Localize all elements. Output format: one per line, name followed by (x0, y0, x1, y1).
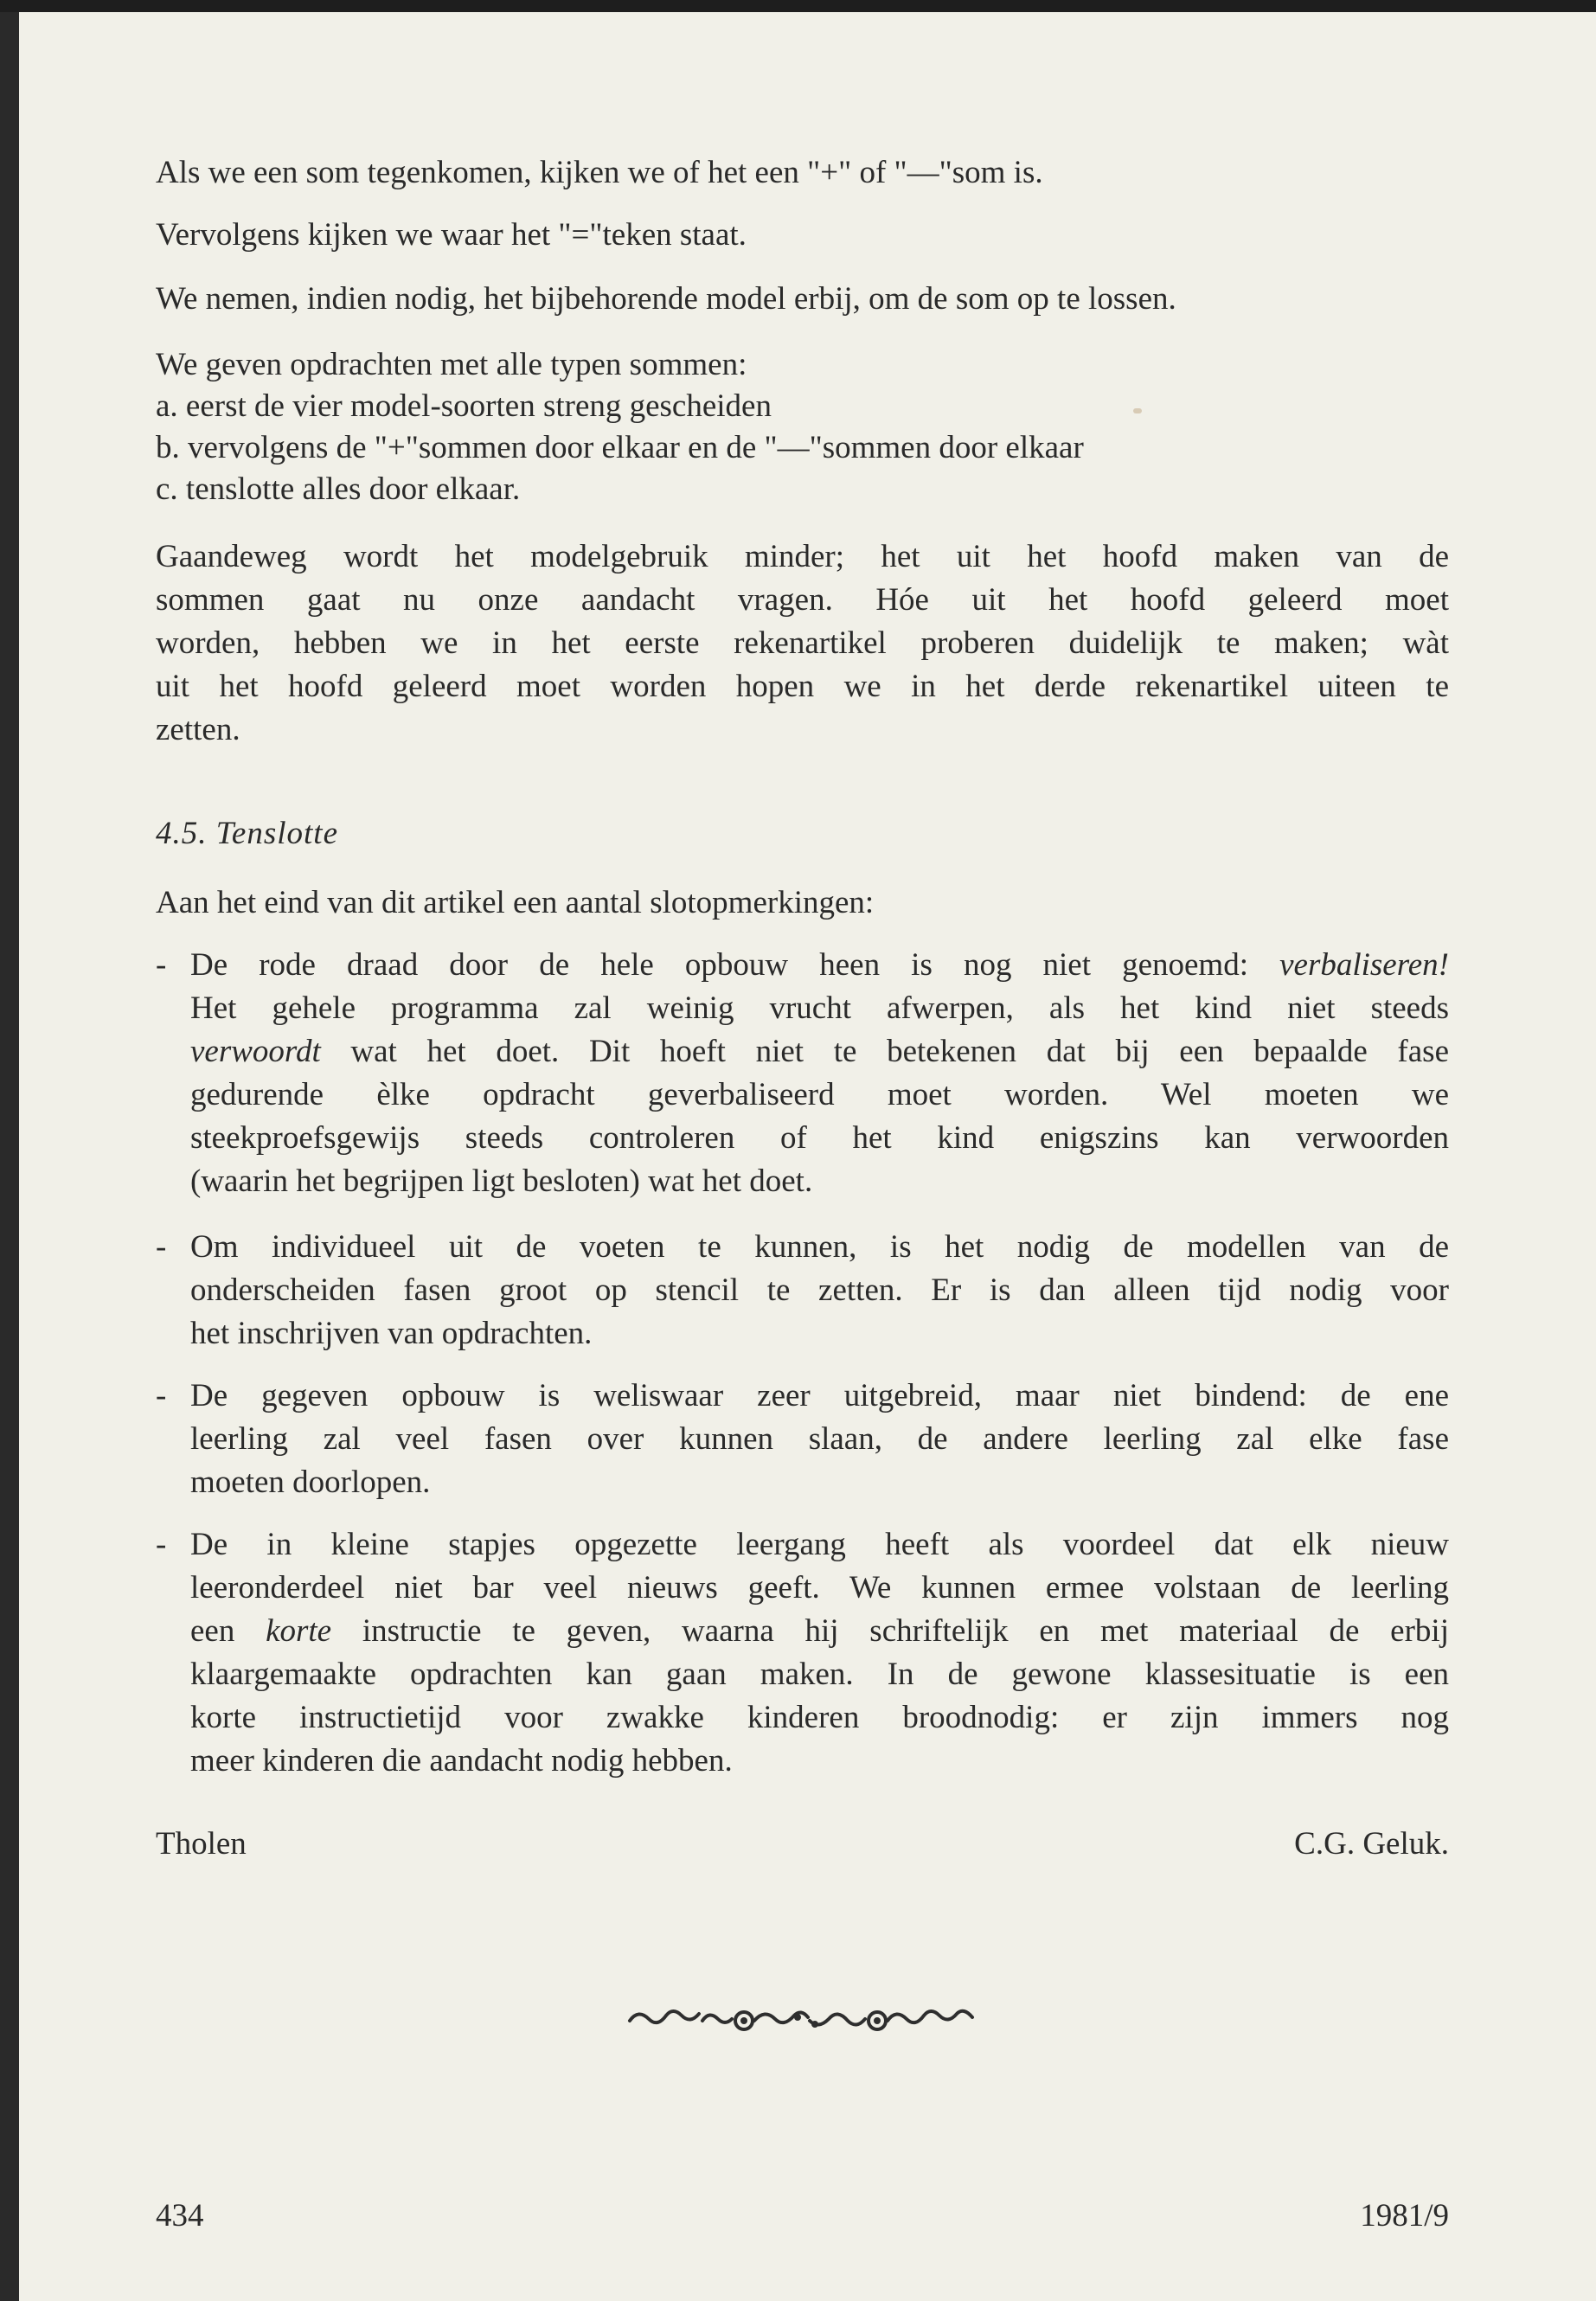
bullet-3-line-3: moeten doorlopen. (190, 1465, 431, 1500)
assignment-item-a: a. eerst de vier model-soorten streng gescheiden (156, 388, 772, 424)
bullet-3-line-1: De gegeven opbouw is weliswaar zeer uitgebreid, maar niet bindend: de ene (190, 1378, 1449, 1413)
ornament-divider-icon (623, 1998, 986, 2041)
bullet-1-line-1 (190, 945, 1449, 986)
paragraph-line: sommen gaat nu onze aandacht vragen. Hóe uit het hoofd geleerd moet (156, 582, 1449, 618)
bullet-1-line-3 (190, 1031, 1449, 1073)
paragraph-line: zetten. (156, 712, 240, 747)
bullet-marker: - (156, 1527, 167, 1562)
bullet-1-line-6: (waarin het begrijpen ligt besloten) wat het doet. (190, 1163, 813, 1199)
page-number: 434 (156, 2198, 204, 2234)
intro-line-2: Vervolgens kijken we waar het "="teken staat. (156, 217, 747, 253)
assignment-item-b: b. vervolgens de "+"sommen door elkaar en de "—"sommen door elkaar (156, 430, 1084, 465)
bullet-1-line-5: steekproefsgewijs steeds controleren of het kind enigszins kan verwoorden (190, 1120, 1449, 1156)
bullet-4-line-3 (190, 1611, 1449, 1652)
bullet-2-line-3: het inschrijven van opdrachten. (190, 1316, 593, 1351)
bullet-2-line-2: onderscheiden fasen groot op stencil te zetten. Er is dan alleen tijd nodig voor (190, 1272, 1449, 1308)
bullet-4-line-2: leeronderdeel niet bar veel nieuws geeft. We kunnen ermee volstaan de leerling (190, 1570, 1449, 1606)
intro-line-1: Als we een som tegenkomen, kijken we of het een "+" of "—"som is. (156, 155, 1043, 190)
bullet-marker: - (156, 1229, 167, 1265)
section-title: Tenslotte (215, 816, 339, 851)
bullet-4-text: instructie te geven, waarna hij schriftelijk en met materiaal de erbij (331, 1613, 1449, 1649)
section-number: 4.5. (156, 816, 208, 851)
signature-author: C.G. Geluk. (1294, 1826, 1449, 1862)
intro-line-3: We nemen, indien nodig, het bijbehorende model erbij, om de som op te lossen. (156, 281, 1176, 317)
bullet-1-emphasis: verwoordt (190, 1034, 321, 1069)
paragraph-line: Gaandeweg wordt het modelgebruik minder; het uit het hoofd maken van de (156, 539, 1449, 574)
bullet-3-line-2: leerling zal veel fasen over kunnen slaan, de andere leerling zal elke fase (190, 1421, 1449, 1457)
bullet-1-line-4: gedurende èlke opdracht geverbaliseerd moet worden. Wel moeten we (190, 1077, 1449, 1112)
bullet-marker: - (156, 1378, 167, 1413)
closing-intro: Aan het eind van dit artikel een aantal slotopmerkingen: (156, 885, 875, 920)
bullet-4-line-4: klaargemaakte opdrachten kan gaan maken. In de gewone klassesituatie is een (190, 1657, 1449, 1692)
paragraph-line: uit het hoofd geleerd moet worden hopen we in het derde rekenartikel uiteen te (156, 669, 1449, 704)
paragraph-line: worden, hebben we in het eerste rekenartikel proberen duidelijk te maken; wàt (156, 625, 1449, 661)
scan-spot (1133, 408, 1142, 413)
section-heading (156, 813, 338, 855)
assignment-item-c: c. tenslotte alles door elkaar. (156, 471, 521, 507)
bullet-4-emphasis: korte (266, 1613, 332, 1649)
bullet-2-line-1: Om individueel uit de voeten te kunnen, is het nodig de modellen van de (190, 1229, 1449, 1265)
bullet-1-line-2: Het gehele programma zal weinig vrucht afwerpen, als het kind niet steeds (190, 990, 1449, 1026)
bullet-1-emphasis: verbaliseren! (1279, 947, 1449, 983)
bullet-4-text: een (190, 1613, 266, 1649)
assignments-intro: We geven opdrachten met alle typen sommen: (156, 347, 747, 382)
bullet-marker: - (156, 947, 167, 983)
signature-place: Tholen (156, 1826, 247, 1862)
bullet-1-text: De rode draad door de hele opbouw heen is nog niet genoemd: (190, 947, 1280, 983)
bullet-4-line-5: korte instructietijd voor zwakke kinderen broodnodig: er zijn immers nog (190, 1700, 1449, 1735)
bullet-1-text: wat het doet. Dit hoeft niet te betekenen dat bij een bepaalde fase (320, 1034, 1449, 1069)
bullet-4-line-1: De in kleine stapjes opgezette leergang heeft als voordeel dat elk nieuw (190, 1527, 1449, 1562)
bullet-4-line-6: meer kinderen die aandacht nodig hebben. (190, 1743, 733, 1779)
issue-number: 1981/9 (1360, 2198, 1449, 2234)
